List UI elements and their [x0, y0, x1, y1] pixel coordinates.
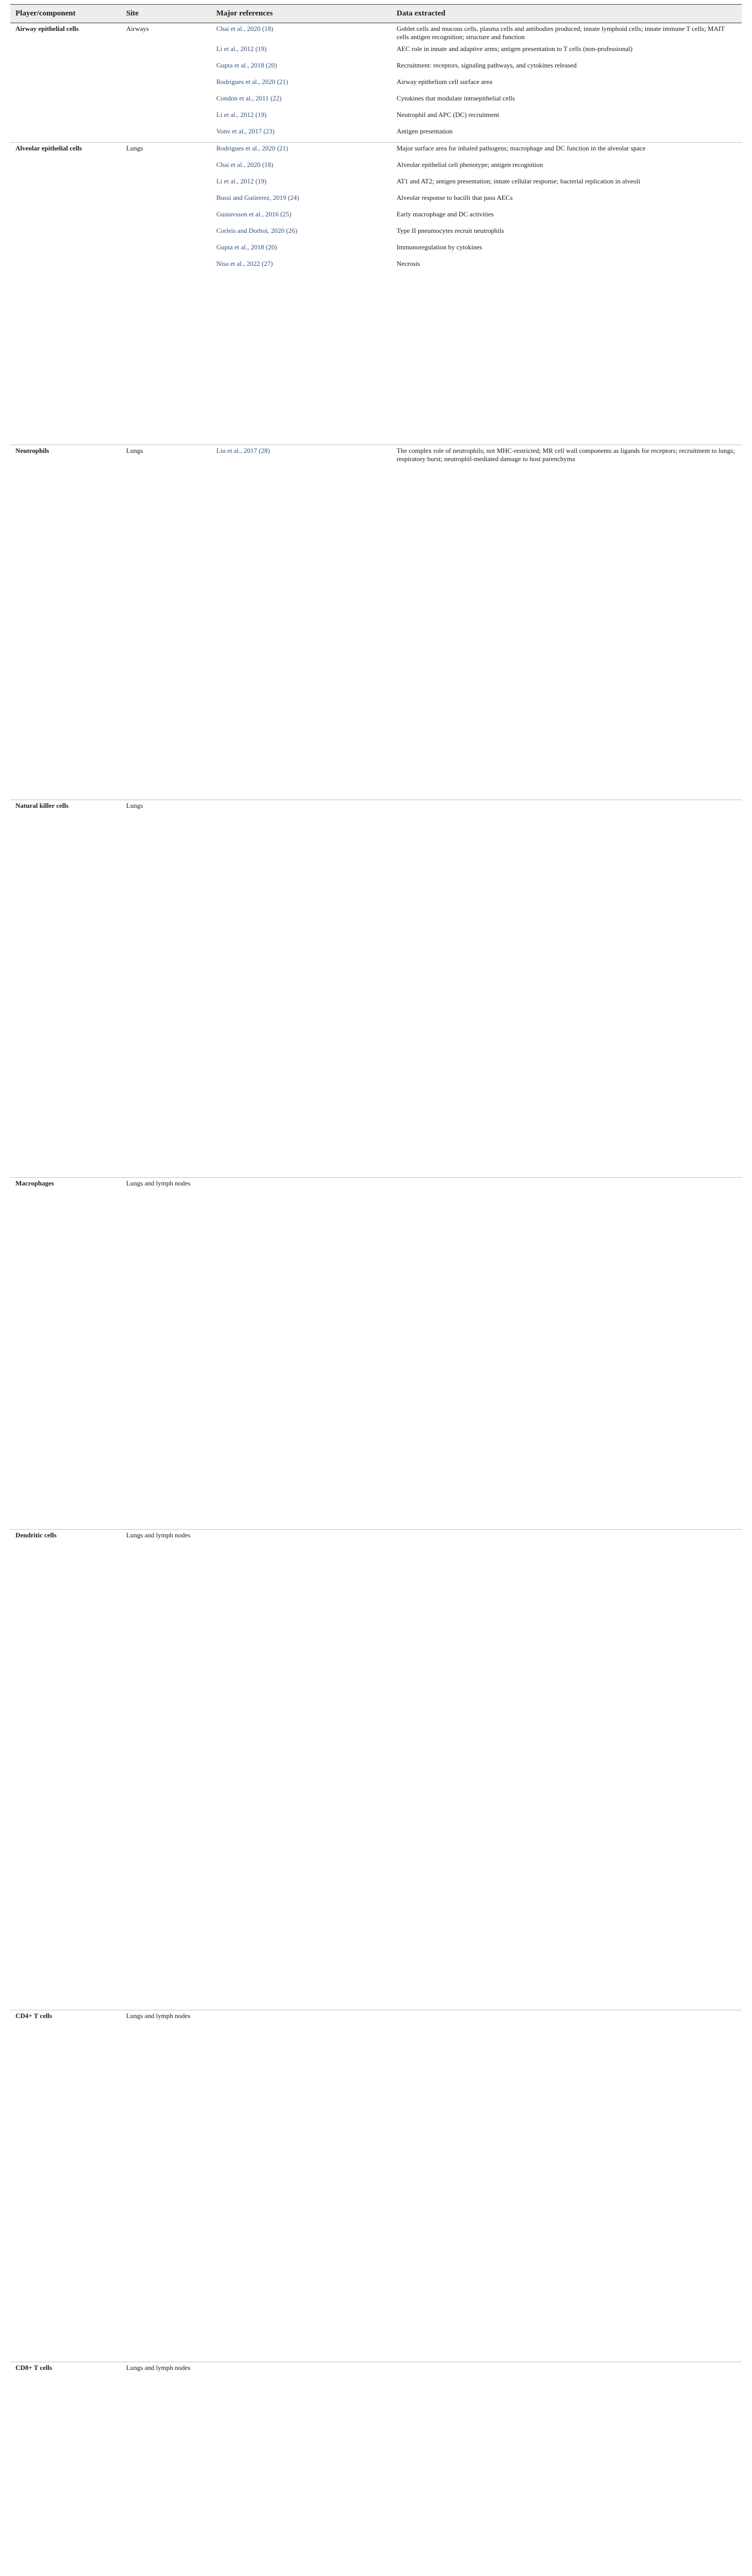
table-row: [10, 142, 742, 159]
reference-cell: [211, 2362, 391, 2379]
table-row: [10, 126, 742, 143]
player-cell: [10, 209, 121, 225]
reference-cell: Vonv et al., 2017 (23): [216, 127, 275, 135]
player-cell: [10, 242, 121, 258]
section-gap: [10, 1194, 742, 1530]
table-row: [10, 800, 742, 817]
table-row: [10, 225, 742, 242]
player-cell: [10, 225, 121, 242]
table-row: [10, 192, 742, 209]
table-row: [10, 209, 742, 225]
site-cell: [121, 258, 211, 275]
site-cell: Lungs: [121, 800, 211, 817]
table-row: [10, 1530, 742, 1547]
section-gap: [10, 465, 742, 800]
player-cell: [10, 76, 121, 93]
reference-cell: [211, 1178, 391, 1195]
table-row: [10, 159, 742, 176]
table-row: [10, 176, 742, 192]
data-cell: Neutrophil and APC (DC) recruitment: [397, 110, 500, 118]
player-cell: CD8+ T cells: [10, 2362, 121, 2379]
data-cell: [391, 1178, 742, 1195]
reference-cell: Liu et al., 2017 (28): [211, 445, 391, 465]
data-cell: Major surface area for inhaled pathogens; macrophage and DC function in the alveolar space: [391, 142, 742, 159]
site-cell: [121, 43, 211, 60]
table-row: [10, 445, 742, 465]
table-row: [10, 43, 742, 60]
player-cell: Dendritic cells: [10, 1530, 121, 1547]
site-cell: [121, 176, 211, 192]
data-cell: Type II pneumocytes recruit neutrophils: [397, 226, 504, 234]
data-cell: The complex role of neutrophils; not MHC-restricted; MR cell wall components as ligands for receptors; recruitment to lungs; respiratory burst; neutrophil-mediated damage to host parenchyma: [391, 445, 742, 465]
player-cell: Neutrophils: [10, 445, 121, 465]
site-cell: [121, 60, 211, 76]
table-header: [10, 5, 742, 23]
site-cell: [121, 109, 211, 126]
data-cell: Immunoregulation by cytokines: [397, 243, 483, 251]
header-data: Data extracted: [391, 5, 742, 23]
player-cell: [10, 258, 121, 275]
table-row: [10, 93, 742, 109]
table-row: [10, 23, 742, 43]
header-site: Site: [121, 5, 211, 23]
header-player: Player/component: [10, 5, 121, 23]
data-cell: Necrosis: [397, 259, 420, 267]
table-row: [10, 1178, 742, 1195]
data-cell: [391, 800, 742, 817]
reference-cell: Condon et al., 2011 (22): [216, 94, 282, 102]
player-cell: Alveolar epithelial cells: [10, 142, 121, 159]
reference-cell: [211, 1530, 391, 1547]
reference-cell: Chai et al., 2020 (18): [216, 160, 274, 168]
reference-cell: Chai et al., 2020 (18): [211, 23, 391, 43]
player-cell: Airway epithelial cells: [10, 23, 121, 43]
site-cell: [121, 192, 211, 209]
data-cell: Airway epithelium cell surface area: [397, 77, 492, 86]
data-cell: [391, 1530, 742, 1547]
reference-cell: Gupta et al., 2018 (20): [216, 61, 277, 69]
player-cell: Natural killer cells: [10, 800, 121, 817]
table-row: [10, 2362, 742, 2379]
document-page: [10, 0, 742, 2576]
data-cell: Recruitment: receptors, signaling pathways, and cytokines released: [397, 61, 577, 69]
data-cell: Early macrophage and DC activities: [397, 210, 494, 218]
player-cell: [10, 43, 121, 60]
section-gap: [10, 275, 742, 445]
site-cell: Lungs and lymph nodes: [121, 1530, 211, 1547]
reference-cell: Rodrigues et al., 2020 (21): [211, 142, 391, 159]
site-cell: [121, 76, 211, 93]
reference-cell: Bussi and Gutierrez, 2019 (24): [216, 193, 299, 201]
data-cell: Cytokines that modulate intraepithelial cells: [397, 94, 515, 102]
data-cell: AEC role in innate and adaptive arms; antigen presentation to T cells (non-professional): [397, 44, 633, 53]
site-cell: Lungs and lymph nodes: [121, 2362, 211, 2379]
site-cell: Lungs: [121, 142, 211, 159]
site-cell: [121, 159, 211, 176]
data-table: [10, 4, 742, 2576]
data-cell: Alveolar response to bacilli that pass AECs: [397, 193, 513, 201]
reference-cell: Corleis and Dorhoi, 2020 (26): [216, 226, 298, 234]
table-row: [10, 258, 742, 275]
section-gap: [10, 817, 742, 1178]
player-cell: [10, 109, 121, 126]
site-cell: Airways: [121, 23, 211, 43]
player-cell: [10, 192, 121, 209]
data-cell: AT1 and AT2; antigen presentation; innate cellular response; bacterial replication in alveoli: [397, 177, 641, 185]
section-gap: [10, 2027, 742, 2362]
reference-cell: Gustavsson et al., 2016 (25): [216, 210, 292, 218]
data-cell: [391, 2010, 742, 2027]
reference-cell: Li et al., 2012 (19): [216, 177, 267, 185]
site-cell: [121, 209, 211, 225]
player-cell: CD4+ T cells: [10, 2010, 121, 2027]
reference-cell: Li et al., 2012 (19): [216, 110, 267, 118]
player-cell: [10, 159, 121, 176]
site-cell: Lungs and lymph nodes: [121, 1178, 211, 1195]
reference-cell: Nisa et al., 2022 (27): [216, 259, 273, 267]
player-cell: [10, 126, 121, 143]
table-row: [10, 2010, 742, 2027]
section-gap: [10, 1546, 742, 2010]
reference-cell: Li et al., 2012 (19): [216, 44, 267, 53]
reference-cell: [211, 2010, 391, 2027]
header-references: Major references: [211, 5, 391, 23]
data-cell: Alveolar epithelial cell phenotype; antigen recognition: [397, 160, 543, 168]
reference-cell: [211, 800, 391, 817]
reference-cell: Gupta et al., 2018 (20): [216, 243, 277, 251]
table-row: [10, 242, 742, 258]
data-cell: Antigen presentation: [397, 127, 453, 135]
site-cell: Lungs: [121, 445, 211, 465]
table-row: [10, 60, 742, 76]
data-cell: Goblet cells and mucous cells, plasma cells and antibodies produced; innate lymphoid cells; innate immune T cells; MAIT cells antigen recognition; structure and function: [391, 23, 742, 43]
player-cell: [10, 93, 121, 109]
player-cell: Macrophages: [10, 1178, 121, 1195]
data-cell: [391, 2362, 742, 2379]
player-cell: [10, 60, 121, 76]
table-body: [10, 23, 742, 2576]
reference-cell: Rodrigues et al., 2020 (21): [216, 77, 288, 86]
site-cell: [121, 242, 211, 258]
table-row: [10, 76, 742, 93]
site-cell: [121, 126, 211, 143]
site-cell: [121, 93, 211, 109]
player-cell: [10, 176, 121, 192]
section-gap: [10, 2379, 742, 2576]
site-cell: Lungs and lymph nodes: [121, 2010, 211, 2027]
site-cell: [121, 225, 211, 242]
table-row: [10, 109, 742, 126]
